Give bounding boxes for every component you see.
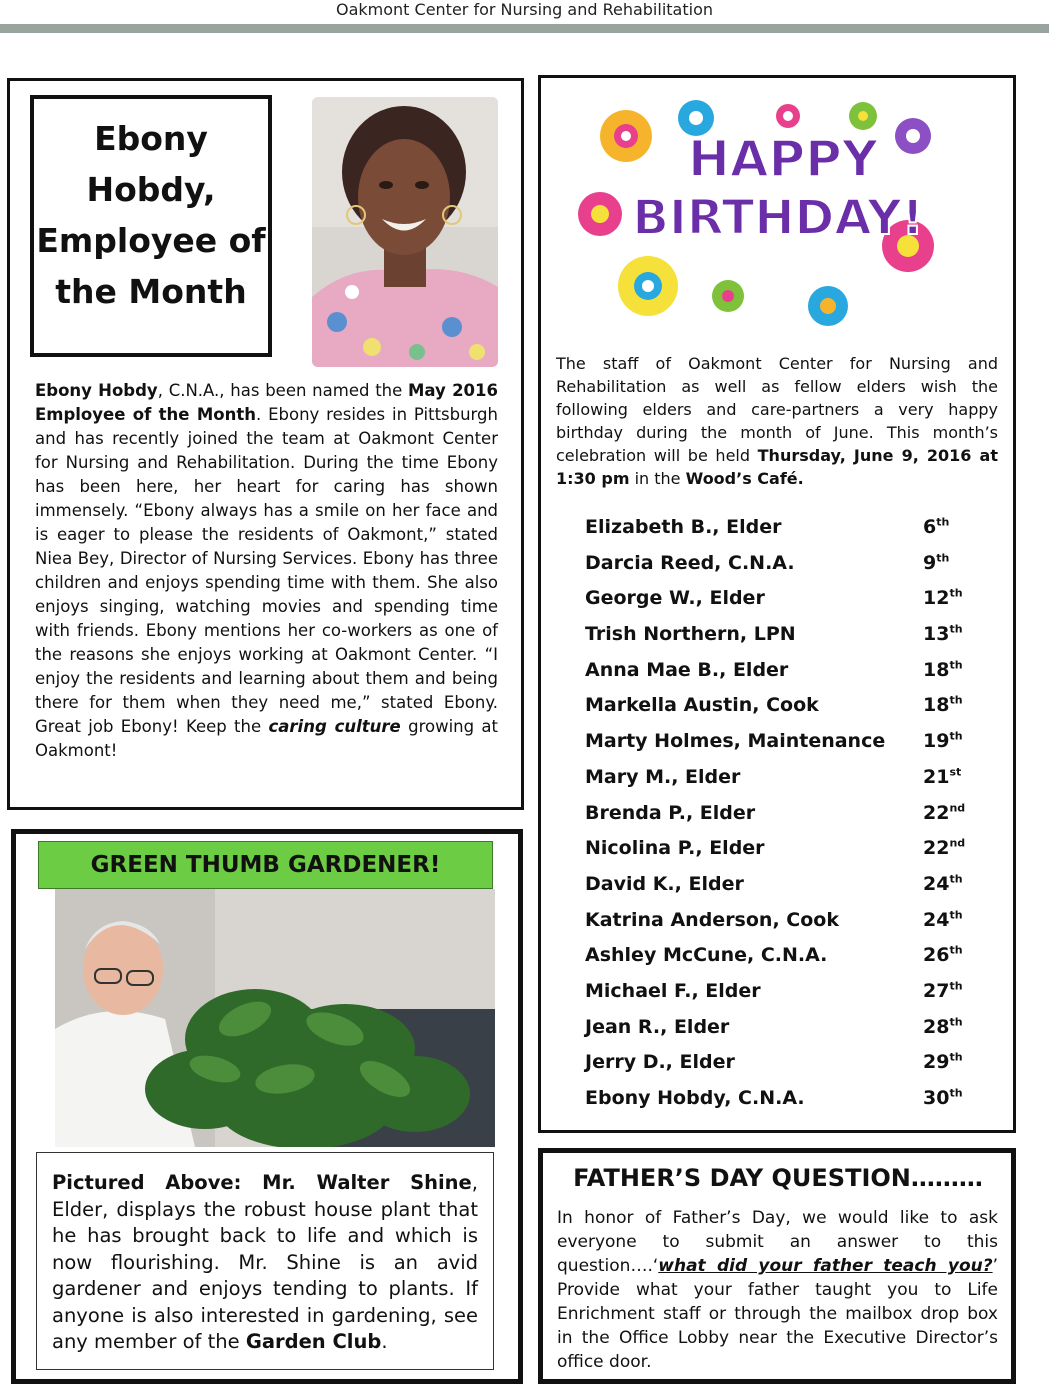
birthday-name: Anna Mae B., Elder	[585, 658, 789, 681]
birthday-row	[585, 690, 985, 726]
birthday-name: Katrina Anderson, Cook	[585, 908, 839, 931]
running-header: Oakmont Center for Nursing and Rehabilitation	[335, 0, 713, 19]
birthday-day: 29th	[923, 1050, 963, 1074]
birthday-day: 30th	[923, 1086, 963, 1109]
birthday-day: 24th	[923, 872, 963, 895]
birthday-row	[585, 1083, 985, 1119]
birthday-row	[585, 583, 985, 619]
birthday-intro-seg: Wood’s Café.	[685, 469, 804, 488]
birthday-name: Michael F., Elder	[585, 979, 761, 1002]
banner-line-2: BIRTHDAY!	[632, 190, 924, 246]
birthday-list	[585, 512, 985, 1119]
garden-caption-seg: Pictured Above: Mr. Walter Shine	[52, 1171, 472, 1194]
birthday-day: 27th	[923, 979, 963, 1002]
employee-photo	[312, 97, 498, 367]
fathers-day-seg: ’ Provide what your father taught you to Life Enrichment staff or through the mailbox drop box in the Office Lobby near the Executive Director’s office door.	[557, 1256, 998, 1372]
birthday-day: 24th	[923, 908, 963, 931]
birthday-day: 21st	[923, 765, 962, 788]
birthday-day: 18th	[923, 658, 963, 681]
birthday-intro-seg: Thursday, June 9, 2016 at 1:30 pm	[556, 446, 998, 488]
birthday-day: 22nd	[923, 836, 966, 860]
fathers-day-body	[557, 1206, 998, 1374]
flower-icon	[600, 110, 652, 162]
birthday-day: 13th	[923, 622, 963, 646]
birthday-row	[585, 1012, 985, 1048]
employee-body-seg: , C.N.A., has been named the	[157, 381, 409, 400]
employee-body-seg: Ebony Hobdy	[35, 381, 158, 400]
birthday-row	[585, 726, 985, 762]
birthday-name: Nicolina P., Elder	[585, 837, 765, 860]
gardener-photo	[55, 889, 495, 1147]
birthday-name: Jerry D., Elder	[585, 1051, 735, 1074]
happy-birthday-graphic	[578, 96, 940, 326]
birthday-name: Trish Northern, LPN	[585, 623, 796, 646]
garden-caption-seg: Garden Club	[245, 1330, 382, 1353]
garden-caption-seg: , Elder, displays the robust house plant that he has brought back to life and which is now flourishing. Mr. Shine is an avid gardener and enjoys tending to plants. If anyone is also interested in gardening, see any member of the	[52, 1171, 478, 1353]
employee-body	[35, 379, 498, 763]
garden-caption-seg: .	[381, 1330, 388, 1353]
birthday-row	[585, 869, 985, 905]
birthday-name: Elizabeth B., Elder	[585, 516, 782, 538]
employee-body-seg: . Ebony resides in Pittsburgh and has recently joined the team at Oakmont Center for Nursing and Rehabilitation. During the time Ebony has been here, her heart for caring has shown immensely. “Ebony always has a smile on her face and is eager to please the residents of Oakmont,” stated Niea Bey, Director of Nursing Services. Ebony has three children and enjoys spending time with them. She also enjoys singing, watching movies and spending time with friends. Ebony mentions her co-workers as one of the reasons she enjoys working at Oakmont Center. “I enjoy the residents and learning about them and being there for them when they need me,” stated Ebony. Great job Ebony! Keep the	[35, 405, 498, 736]
birthday-name: Mary M., Elder	[585, 765, 741, 788]
birthday-name: Darcia Reed, C.N.A.	[585, 551, 795, 574]
birthday-day: 26th	[923, 943, 963, 967]
fathers-day-seg: In honor of Father’s Day, we would like to ask everyone to submit an answer to this question….‘	[557, 1208, 998, 1276]
birthday-row	[585, 548, 985, 584]
birthday-row	[585, 905, 985, 941]
birthday-name: George W., Elder	[585, 587, 765, 610]
birthday-name: Ebony Hobdy, C.N.A.	[585, 1087, 805, 1109]
birthday-row	[585, 762, 985, 798]
birthday-name: Jean R., Elder	[585, 1015, 730, 1038]
employee-body-seg: caring culture	[268, 717, 401, 736]
birthday-name: Markella Austin, Cook	[585, 694, 819, 717]
birthday-day: 18th	[923, 694, 963, 717]
banner-line-1: HAPPY	[687, 130, 879, 188]
birthday-day: 19th	[923, 729, 963, 753]
birthday-row	[585, 512, 985, 548]
birthday-row	[585, 798, 985, 834]
birthday-day: 12th	[923, 587, 963, 610]
garden-banner: GREEN THUMB GARDENER!	[38, 841, 493, 889]
birthday-row	[585, 1047, 985, 1083]
birthday-day: 9th	[923, 551, 950, 574]
birthday-name: Brenda P., Elder	[585, 801, 756, 824]
birthday-intro-seg: The staff of Oakmont Center for Nursing and Rehabilitation as well as fellow elders wish the following elders and care-partners a very happy birthday during the month of June. This month’s celebration will be held	[556, 354, 998, 465]
birthday-day: 6th	[923, 515, 950, 538]
birthday-row	[585, 655, 985, 691]
birthday-intro-seg: in the	[629, 469, 686, 488]
birthday-name: Marty Holmes, Maintenance	[585, 730, 886, 753]
employee-body-seg: May 2016 Employee of the Month	[35, 381, 498, 424]
employee-title-box	[30, 95, 272, 357]
birthday-row	[585, 619, 985, 655]
fathers-day-title: FATHER’S DAY QUESTION………	[573, 1164, 983, 1192]
birthday-day: 28th	[923, 1015, 963, 1038]
birthday-intro	[556, 352, 998, 490]
employee-body-seg: growing at Oakmont!	[35, 717, 499, 760]
garden-caption	[52, 1170, 478, 1356]
birthday-day: 22nd	[923, 801, 966, 824]
birthday-row	[585, 976, 985, 1012]
birthday-row	[585, 833, 985, 869]
birthday-name: Ashley McCune, C.N.A.	[585, 944, 828, 967]
birthday-row	[585, 940, 985, 976]
header-rule	[0, 24, 1049, 33]
birthday-name: David K., Elder	[585, 872, 744, 895]
employee-title: Ebony Hobdy, Employee of the Month	[36, 119, 266, 311]
fathers-day-question: what did your father teach you?	[658, 1256, 993, 1276]
